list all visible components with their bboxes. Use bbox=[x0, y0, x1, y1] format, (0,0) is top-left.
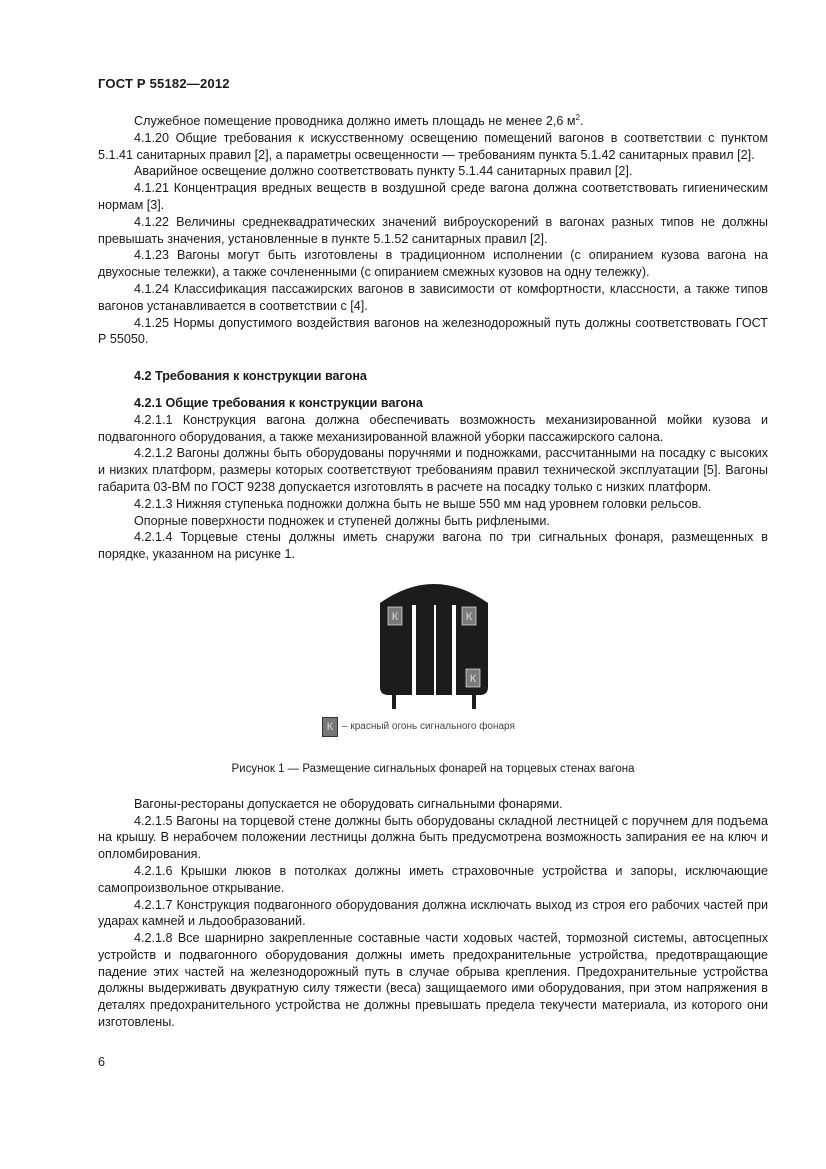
paragraph: 4.2.1.4 Торцевые стены должны иметь снаружи вагона по три сигнальных фонаря, размещенных в порядке, указанном на рисунке 1. bbox=[98, 530, 768, 562]
paragraph: 4.1.23 Вагоны могут быть изготовлены в традиционном исполнении (с опиранием кузова вагона на двухосные тележки), а также сочлененными (с опиранием смежных кузовов на одну тележку). bbox=[98, 248, 768, 280]
paragraph: 4.1.25 Нормы допустимого воздействия вагонов на железнодорожный путь должны соответствовать ГОСТ Р 55050. bbox=[98, 315, 768, 347]
paragraph: 4.1.21 Концентрация вредных веществ в воздушной среде вагона должна соответствовать гигиеническим нормам [3]. bbox=[98, 181, 768, 212]
figure-caption: Рисунок 1 — Размещение сигнальных фонарей на торцевых стенах вагона bbox=[231, 762, 635, 775]
figure-legend bbox=[322, 717, 515, 737]
paragraph: 4.2.1.2 Вагоны должны быть оборудованы поручнями и подножками, рассчитанными на посадку с высоких и низких платформ, размеры которых соответствуют требованиям правил технической эксплуатации [5]. Вагоны габарита 03-ВМ по ГОСТ 9238 допускается изготовлять в расчете на посадку только с низких платформ. bbox=[98, 446, 768, 494]
paragraph: 4.1.20 Общие требования к искусственному освещению помещений вагонов в соответствии с пунктом 5.1.41 санитарных правил [2], а параметры освещенности — требованиям пункта 5.1.42 санитарных правил [2]. bbox=[98, 130, 768, 162]
paragraph: 4.2.1.7 Конструкция подвагонного оборудования должна исключать выход из строя его рабочих частей при ударах камней и льдообразований. bbox=[98, 897, 768, 929]
paragraph: 4.1.22 Величины среднеквадратических значений виброускорений в вагонах разных типов не должны превышать значения, установленные в пункте 5.1.52 санитарных правил [2]. bbox=[98, 214, 768, 246]
paragraph: Аварийное освещение должно соответствовать пункту 5.1.44 санитарных правил [2]. bbox=[134, 164, 633, 179]
door-gap-center bbox=[434, 605, 436, 697]
document-body bbox=[98, 113, 768, 1031]
paragraph: 4.2.1.3 Нижняя ступенька подножки должна быть не выше 550 мм над уровнем головки рельсов. bbox=[134, 496, 702, 511]
wagon-end-drawing bbox=[374, 579, 494, 711]
paragraph: 4.2.1.8 Все шарнирно закрепленные составные части ходовых частей, тормозной системы, автосцепных устройств и подвагонного оборудования должны иметь предохранительные устройства, предотвращающие падение этих частей на железнодорожный путь в случае обрыва крепления. Предохранительные устройства должны выдерживать двукратную силу тяжести (веса) защищаемого ими оборудования, при этом напряжения в деталях предохранительного устройства не должны превышать предела текучести материала, из которого они изготовлены. bbox=[98, 931, 768, 1030]
legend-lamp-swatch: К bbox=[322, 717, 338, 737]
lamp-letter: К bbox=[469, 672, 477, 685]
paragraph-text: Служебное помещение проводника должно иметь площадь не менее 2,6 м bbox=[134, 114, 576, 128]
subsection-heading: 4.2.1 Общие требования к конструкции вагона bbox=[134, 395, 423, 410]
wagon-leg-right bbox=[472, 695, 476, 709]
paragraph: 4.1.24 Классификация пассажирских вагонов в зависимости от комфортности, классности, а также типов вагонов устанавливается в соответствии с [4]. bbox=[98, 281, 768, 313]
paragraph: 4.2.1.6 Крышки люков в потолках должны иметь страховочные устройства и запоры, исключающие самопроизвольное открывание. bbox=[98, 863, 768, 895]
lamp-letter: К bbox=[391, 610, 399, 623]
page-number: 6 bbox=[98, 1055, 106, 1069]
lamp-letter: К bbox=[465, 610, 473, 623]
paragraph: 4.2.1.5 Вагоны на торцевой стене должны быть оборудованы складной лестницей с поручнем для подъема на крышу. В нерабочем положении лестницы должна быть предусмотрена возможность запирания ее на ключ и опломбирования. bbox=[98, 813, 768, 862]
paragraph: Опорные поверхности подножек и ступеней должны быть рифлеными. bbox=[134, 513, 550, 528]
section-heading: 4.2 Требования к конструкции вагона bbox=[134, 369, 367, 384]
legend-text: – красный огонь сигнального фонаря bbox=[342, 720, 515, 732]
wagon-leg-left bbox=[392, 695, 396, 709]
paragraph: Вагоны-рестораны допускается не оборудовать сигнальными фонарями. bbox=[134, 796, 563, 811]
standard-header: ГОСТ Р 55182—2012 bbox=[98, 76, 230, 91]
superscript: 2 bbox=[575, 112, 580, 122]
figure-1 bbox=[98, 569, 768, 757]
door-gap-right bbox=[452, 605, 456, 697]
paragraph: 4.2.1.1 Конструкция вагона должна обеспечивать возможность механизированной мойки кузова и подвагонного оборудования, а также механизированной влажной уборки пассажирского салона. bbox=[98, 412, 768, 444]
door-gap-left bbox=[412, 605, 416, 697]
paragraph-tail: . bbox=[579, 114, 584, 128]
paragraph bbox=[98, 113, 768, 130]
